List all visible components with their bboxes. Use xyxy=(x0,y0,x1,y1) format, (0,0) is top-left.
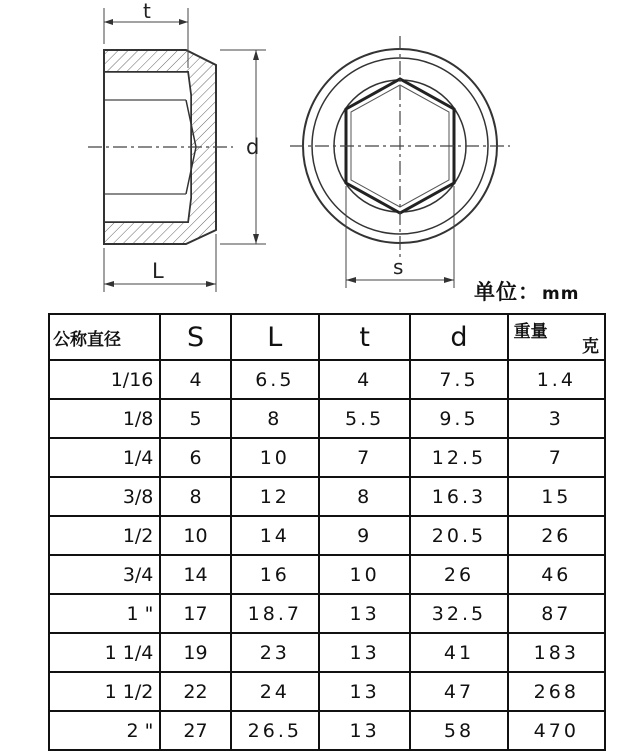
cell-size: 1/4 xyxy=(49,438,160,477)
cell-weight: 26 xyxy=(508,516,605,555)
table-row xyxy=(49,711,605,750)
cell-l: 18.7 xyxy=(231,594,319,633)
cell-s: 19 xyxy=(160,633,230,672)
table-row xyxy=(49,594,605,633)
cell-t: 4 xyxy=(319,360,410,399)
header-nominal-size: 公称直径 xyxy=(49,314,160,360)
table-row xyxy=(49,477,605,516)
cell-s: 27 xyxy=(160,711,230,750)
dim-t-label: t xyxy=(143,0,151,23)
header-weight-label: 重量 xyxy=(513,322,548,342)
cell-l: 26.5 xyxy=(231,711,319,750)
table-row xyxy=(49,360,605,399)
dim-d-label: d xyxy=(246,135,260,159)
cell-weight: 7 xyxy=(508,438,605,477)
header-weight xyxy=(508,314,605,360)
cell-d: 20.5 xyxy=(410,516,507,555)
cell-l: 6.5 xyxy=(231,360,319,399)
cell-d: 16.3 xyxy=(410,477,507,516)
cell-d: 7.5 xyxy=(410,360,507,399)
cell-weight: 470 xyxy=(508,711,605,750)
unit-value: mm xyxy=(542,284,580,304)
cell-s: 5 xyxy=(160,399,230,438)
cell-weight: 183 xyxy=(508,633,605,672)
cell-d: 32.5 xyxy=(410,594,507,633)
dim-L-label: L xyxy=(152,259,164,283)
table-row xyxy=(49,399,605,438)
header-t: t xyxy=(319,314,410,360)
header-weight-unit: 克 xyxy=(582,337,599,357)
cell-weight: 87 xyxy=(508,594,605,633)
cell-t: 8 xyxy=(319,477,410,516)
cell-s: 6 xyxy=(160,438,230,477)
table-row xyxy=(49,672,605,711)
cell-d: 47 xyxy=(410,672,507,711)
cell-size: 1/2 xyxy=(49,516,160,555)
cell-l: 14 xyxy=(231,516,319,555)
cell-t: 9 xyxy=(319,516,410,555)
cell-d: 58 xyxy=(410,711,507,750)
cell-s: 22 xyxy=(160,672,230,711)
cell-l: 12 xyxy=(231,477,319,516)
cell-l: 8 xyxy=(231,399,319,438)
side-section-view xyxy=(88,0,266,292)
cell-d: 12.5 xyxy=(410,438,507,477)
header-l: L xyxy=(231,314,319,360)
cell-l: 10 xyxy=(231,438,319,477)
cell-size: 1/16 xyxy=(49,360,160,399)
cell-size: 1/8 xyxy=(49,399,160,438)
header-s: S xyxy=(160,314,230,360)
cell-t: 7 xyxy=(319,438,410,477)
unit-label: 单位： xyxy=(474,280,540,304)
table-row xyxy=(49,438,605,477)
cell-d: 9.5 xyxy=(410,399,507,438)
cell-size: 3/8 xyxy=(49,477,160,516)
cell-t: 5.5 xyxy=(319,399,410,438)
cell-l: 23 xyxy=(231,633,319,672)
cell-s: 14 xyxy=(160,555,230,594)
cell-s: 8 xyxy=(160,477,230,516)
cell-weight: 15 xyxy=(508,477,605,516)
header-d: d xyxy=(410,314,507,360)
cell-l: 24 xyxy=(231,672,319,711)
unit-note xyxy=(474,276,579,306)
table-row xyxy=(49,516,605,555)
cell-s: 4 xyxy=(160,360,230,399)
table-header-row xyxy=(49,314,605,360)
table-row xyxy=(49,555,605,594)
cell-t: 13 xyxy=(319,672,410,711)
technical-drawing xyxy=(0,0,644,310)
cell-s: 17 xyxy=(160,594,230,633)
cell-weight: 46 xyxy=(508,555,605,594)
cell-t: 13 xyxy=(319,594,410,633)
cell-s: 10 xyxy=(160,516,230,555)
cell-weight: 268 xyxy=(508,672,605,711)
spec-table xyxy=(48,313,606,751)
cell-weight: 1.4 xyxy=(508,360,605,399)
cell-size: 1 1/2 xyxy=(49,672,160,711)
cell-t: 13 xyxy=(319,633,410,672)
end-view xyxy=(290,36,510,288)
cell-d: 41 xyxy=(410,633,507,672)
cell-weight: 3 xyxy=(508,399,605,438)
cell-size: 3/4 xyxy=(49,555,160,594)
cell-d: 26 xyxy=(410,555,507,594)
table-row xyxy=(49,633,605,672)
cell-t: 13 xyxy=(319,711,410,750)
cell-size: 2 " xyxy=(49,711,160,750)
cell-t: 10 xyxy=(319,555,410,594)
cell-size: 1 1/4 xyxy=(49,633,160,672)
cell-l: 16 xyxy=(231,555,319,594)
dim-s-label: s xyxy=(393,255,404,279)
cell-size: 1 " xyxy=(49,594,160,633)
